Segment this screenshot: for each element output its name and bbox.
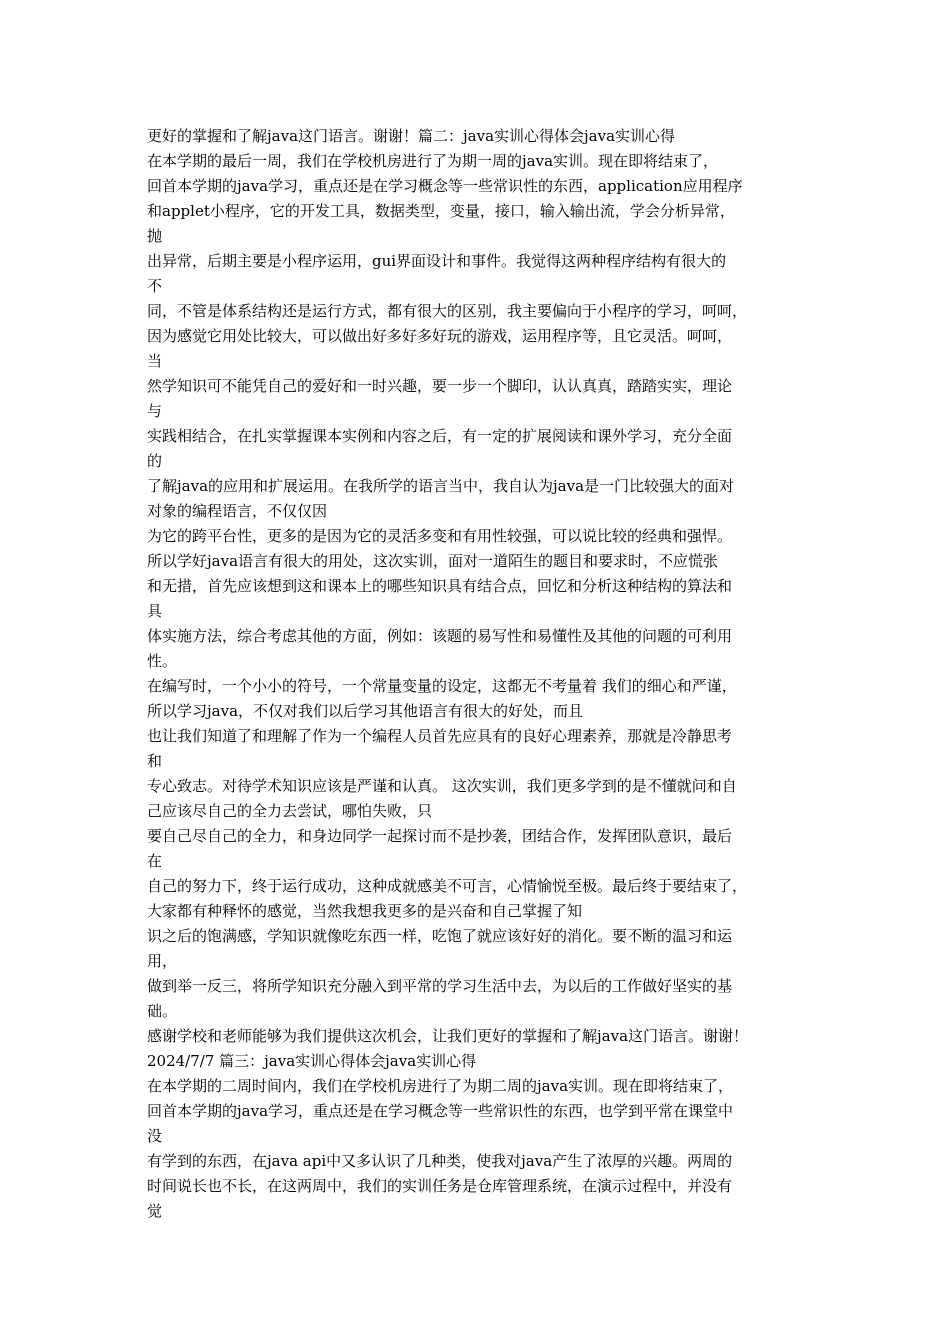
text-line: 当 xyxy=(147,352,163,370)
text-line: 在编写时，一个小小的符号，一个常量变量的设定，这都无不考量着 我们的细心和严谨， xyxy=(147,677,737,695)
text-line: 在本学期的二周时间内，我们在学校机房进行了为期二周的java实训。现在即将结束了， xyxy=(147,1077,734,1095)
text-line: 做到举一反三，将所学知识充分融入到平常的学习生活中去，为以后的工作做好坚实的基 xyxy=(147,977,733,995)
text-line: 用， xyxy=(147,952,178,970)
text-line: 体实施方法，综合考虑其他的方面，例如：该题的易写性和易懂性及其他的问题的可利用 xyxy=(147,627,733,645)
text-line: 有学到的东西，在java api中又多认识了几种类，使我对java产生了浓厚的兴趣。两周的 xyxy=(147,1152,733,1170)
text-line: 性。 xyxy=(147,652,178,670)
text-line: 因为感觉它用处比较大，可以做出好多好多好玩的游戏，运用程序等，且它灵活。呵呵， xyxy=(147,327,733,345)
text-line: 回首本学期的java学习，重点还是在学习概念等一些常识性的东西，application应用程序 xyxy=(147,177,743,195)
text-line: 时间说长也不长，在这两周中，我们的实训任务是仓库管理系统，在演示过程中，并没有 xyxy=(147,1177,733,1195)
text-line: 自己的努力下，终于运行成功，这种成就感美不可言，心情愉悦至极。最后终于要结束了， xyxy=(147,877,748,895)
text-line: 为它的跨平台性，更多的是因为它的灵活多变和有用性较强，可以说比较的经典和强悍。 xyxy=(147,527,733,545)
text-line: 然学知识可不能凭自己的爱好和一时兴趣，要一步一个脚印，认认真真，踏踏实实，理论 xyxy=(147,377,733,395)
text-line: 础。 xyxy=(147,1002,178,1020)
text-line: 在 xyxy=(147,852,163,870)
text-line: 感谢学校和老师能够为我们提供这次机会，让我们更好的掌握和了解java这门语言。谢谢！ xyxy=(147,1027,749,1045)
text-line: 没 xyxy=(147,1127,163,1145)
text-line: 所以学好java语言有很大的用处，这次实训，面对一道陌生的题目和要求时，不应慌张 xyxy=(147,552,719,570)
text-line: 同，不管是体系结构还是运行方式，都有很大的区别，我主要偏向于小程序的学习，呵呵， xyxy=(147,302,748,320)
text-line: 回首本学期的java学习，重点还是在学习概念等一些常识性的东西，也学到平常在课堂中 xyxy=(147,1102,734,1120)
text-line: 2024/7/7 篇三：java实训心得体会java实训心得 xyxy=(147,1052,477,1070)
text-line: 和 xyxy=(147,752,163,770)
text-line: 己应该尽自己的全力去尝试，哪怕失败，只 xyxy=(147,802,433,820)
text-line: 识之后的饱满感，学知识就像吃东西一样，吃饱了就应该好好的消化。要不断的温习和运 xyxy=(147,927,733,945)
text-line: 大家都有种释怀的感觉，当然我想我更多的是兴奋和自己掌握了知 xyxy=(147,902,583,920)
text-line: 和applet小程序，它的开发工具，数据类型，变量，接口，输入输出流，学会分析异常， xyxy=(147,202,735,220)
text-line: 在本学期的最后一周，我们在学校机房进行了为期一周的java实训。现在即将结束了， xyxy=(147,152,719,170)
text-line: 出异常，后期主要是小程序运用，gui界面设计和事件。我觉得这两种程序结构有很大的 xyxy=(147,252,727,270)
text-line: 的 xyxy=(147,452,163,470)
text-line: 与 xyxy=(147,402,163,420)
text-line: 了解java的应用和扩展运用。在我所学的语言当中，我自认为java是一门比较强大的面对 xyxy=(147,477,735,495)
text-line: 不 xyxy=(147,277,163,295)
text-line: 也让我们知道了和理解了作为一个编程人员首先应具有的良好心理素养，那就是冷静思考 xyxy=(147,727,733,745)
text-line: 更好的掌握和了解java这门语言。谢谢！篇二：java实训心得体会java实训心得 xyxy=(147,127,676,145)
text-line: 专心致志。对待学术知识应该是严谨和认真。 这次实训，我们更多学到的是不懂就问和自 xyxy=(147,777,737,795)
text-line: 对象的编程语言，不仅仅因 xyxy=(147,502,328,520)
text-line: 所以学习java，不仅对我们以后学习其他语言有很大的好处，而且 xyxy=(147,702,584,720)
text-line: 抛 xyxy=(147,227,163,245)
text-line: 和无措，首先应该想到这和课本上的哪些知识具有结合点，回忆和分析这种结构的算法和 xyxy=(147,577,733,595)
text-line: 要自己尽自己的全力，和身边同学一起探讨而不是抄袭，团结合作，发挥团队意识，最后 xyxy=(147,827,733,845)
document-body xyxy=(147,124,823,1224)
text-line: 实践相结合，在扎实掌握课本实例和内容之后，有一定的扩展阅读和课外学习，充分全面 xyxy=(147,427,733,445)
text-line: 具 xyxy=(147,602,163,620)
text-line: 觉 xyxy=(147,1202,163,1220)
